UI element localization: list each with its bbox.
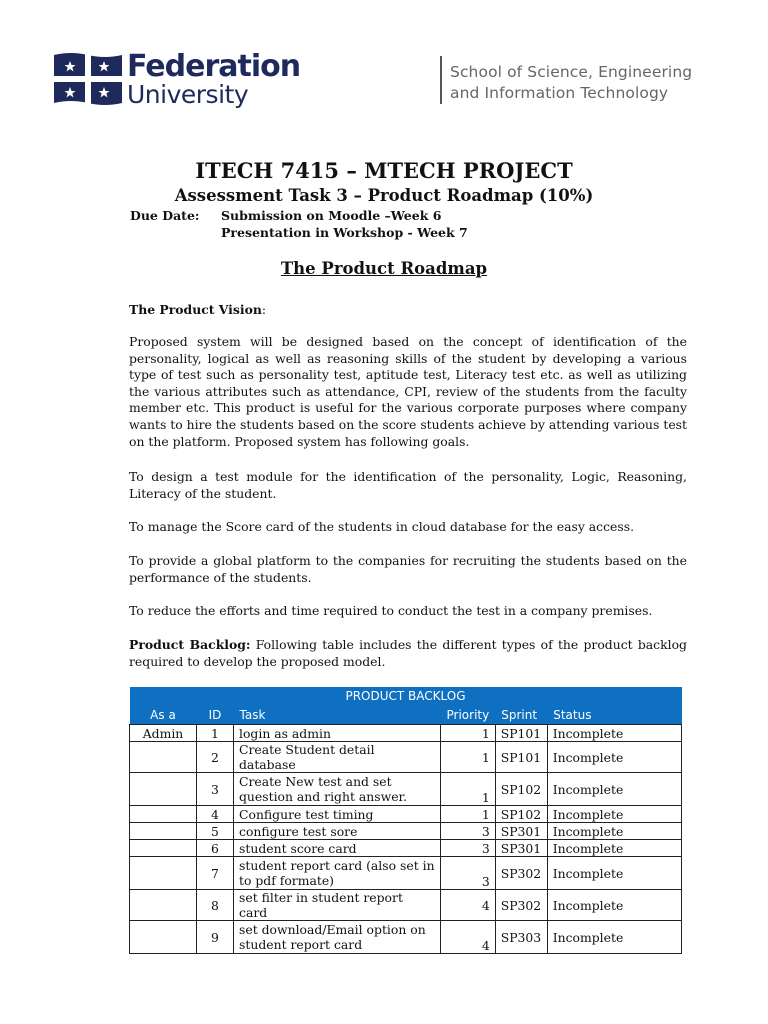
table-row [130, 806, 682, 823]
cell-task: Configure test timing [234, 806, 441, 823]
cell-status: Incomplete [547, 890, 681, 921]
cell-as [130, 840, 197, 857]
cell-priority: 1 [441, 725, 496, 742]
school-line1: School of Science, Engineering [450, 63, 693, 81]
cell-priority: 3 [441, 857, 496, 890]
cell-sprint: SP301 [495, 823, 547, 840]
document-title: ITECH 7415 – MTECH PROJECT [195, 158, 573, 183]
header-status: Status [547, 706, 681, 725]
header-sprint: Sprint [495, 706, 547, 725]
cell-sprint: SP301 [495, 840, 547, 857]
cell-sprint: SP102 [495, 806, 547, 823]
school-line2: and Information Technology [450, 84, 669, 102]
cell-id: 3 [197, 773, 234, 806]
backlog-label: Product Backlog: [129, 637, 251, 652]
cell-id: 5 [197, 823, 234, 840]
table-row [130, 840, 682, 857]
cell-sprint: SP303 [495, 921, 547, 954]
cell-task: set filter in student report card [234, 890, 441, 921]
cell-priority: 1 [441, 806, 496, 823]
header-task: Task [234, 706, 441, 725]
cell-status: Incomplete [547, 840, 681, 857]
cell-as [130, 742, 197, 773]
header-id: ID [197, 706, 234, 725]
cell-id: 2 [197, 742, 234, 773]
table-row [130, 725, 682, 742]
cell-status: Incomplete [547, 921, 681, 954]
cell-as [130, 823, 197, 840]
university-logo [54, 48, 444, 110]
southern-cross-flag-icon [54, 53, 122, 105]
vision-paragraph: Proposed system will be designed based on the concept of identification of the personality, logical as well as reasoning skills of the student by developing a various type of test such as personality test, aptitude test, Literacy test etc. as well as utilizing the various attributes such as attendance, CPI, review of the students from the faculty member etc. This product is useful for the various corporate purposes where company wants to hire the students based on the score students achieve by attending various test on the platform. Proposed system has following goals. [129, 334, 687, 449]
cell-task: student score card [234, 840, 441, 857]
due-date-submission: Submission on Moodle –Week 6 [221, 208, 442, 223]
cell-status: Incomplete [547, 725, 681, 742]
goal-paragraph-1: To design a test module for the identification of the personality, Logic, Reasoning, Literacy of the student. [129, 469, 687, 501]
cell-sprint: SP102 [495, 773, 547, 806]
goal-paragraph-2: To manage the Score card of the students in cloud database for the easy access. [129, 519, 635, 534]
brand-name-line1: Federation [127, 49, 301, 84]
cell-as [130, 806, 197, 823]
due-date-presentation: Presentation in Workshop - Week 7 [221, 225, 468, 240]
vision-label-colon: : [261, 302, 267, 317]
table-row [130, 742, 682, 773]
cell-id: 8 [197, 890, 234, 921]
cell-task: student report card (also set in to pdf formate) [234, 857, 441, 890]
table-row [130, 823, 682, 840]
cell-priority: 4 [441, 890, 496, 921]
table-title: PRODUCT BACKLOG [130, 687, 682, 706]
table-row [130, 857, 682, 890]
cell-id: 1 [197, 725, 234, 742]
product-backlog-table [129, 687, 682, 954]
cell-priority: 4 [441, 921, 496, 954]
cell-as: Admin [130, 725, 197, 742]
cell-task: Create Student detail database [234, 742, 441, 773]
school-name [450, 62, 692, 104]
cell-task: login as admin [234, 725, 441, 742]
table-title-row [130, 687, 682, 706]
header-priority: Priority [441, 706, 496, 725]
vision-label [129, 302, 687, 319]
cell-status: Incomplete [547, 806, 681, 823]
goal-paragraph-4: To reduce the efforts and time required to conduct the test in a company premises. [129, 603, 653, 618]
cell-priority: 3 [441, 840, 496, 857]
cell-sprint: SP101 [495, 725, 547, 742]
cell-as [130, 773, 197, 806]
cell-sprint: SP101 [495, 742, 547, 773]
cell-priority: 1 [441, 742, 496, 773]
goal-paragraph-3: To provide a global platform to the companies for recruiting the students based on the performance of the students. [129, 553, 687, 585]
table-row [130, 890, 682, 921]
cell-sprint: SP302 [495, 857, 547, 890]
document-subtitle: Assessment Task 3 – Product Roadmap (10%) [174, 186, 594, 205]
cell-as [130, 890, 197, 921]
cell-priority: 3 [441, 823, 496, 840]
header-divider [440, 56, 442, 104]
header-as: As a [130, 706, 197, 725]
cell-task: set download/Email option on student report card [234, 921, 441, 954]
due-date-label: Due Date: [130, 208, 200, 223]
cell-status: Incomplete [547, 773, 681, 806]
table-header-row [130, 706, 682, 725]
cell-as [130, 857, 197, 890]
brand-name-line2: University [127, 80, 249, 109]
cell-status: Incomplete [547, 823, 681, 840]
cell-task: configure test sore [234, 823, 441, 840]
cell-as [130, 921, 197, 954]
cell-id: 4 [197, 806, 234, 823]
vision-label-text: The Product Vision [129, 302, 262, 317]
backlog-intro [129, 637, 687, 670]
cell-status: Incomplete [547, 857, 681, 890]
cell-status: Incomplete [547, 742, 681, 773]
table-row [130, 921, 682, 954]
cell-id: 7 [197, 857, 234, 890]
table-row [130, 773, 682, 806]
cell-task: Create New test and set question and right answer. [234, 773, 441, 806]
cell-priority: 1 [441, 773, 496, 806]
cell-id: 9 [197, 921, 234, 954]
section-heading: The Product Roadmap [280, 259, 488, 278]
backlog-intro-text: Following table includes the different types of the product backlog required to develop the proposed model. [129, 637, 687, 669]
cell-id: 6 [197, 840, 234, 857]
cell-sprint: SP302 [495, 890, 547, 921]
